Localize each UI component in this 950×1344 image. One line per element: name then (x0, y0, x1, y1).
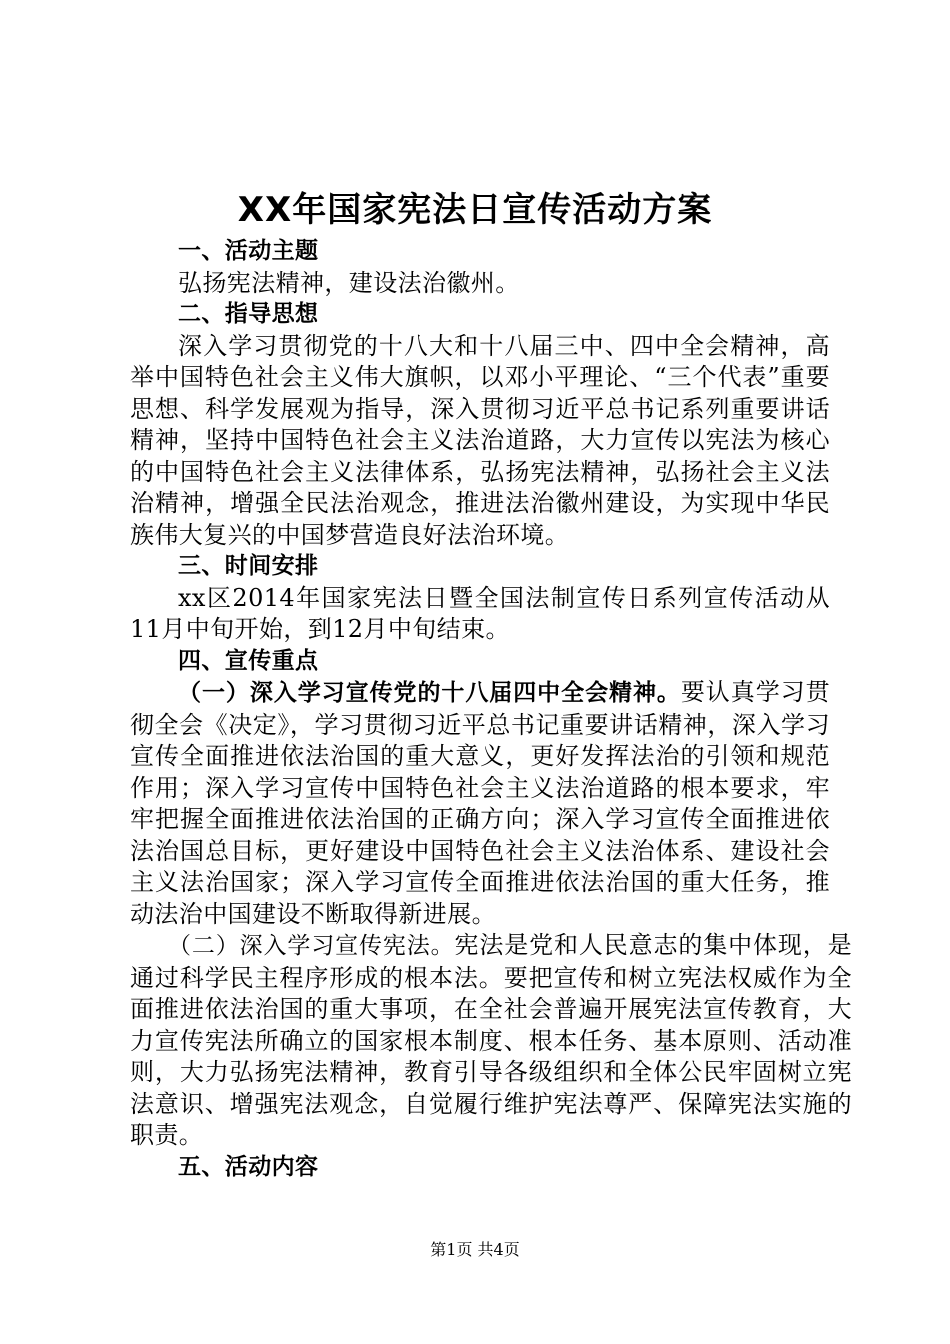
focus-paragraph-2-body: 宪法是党和人民意志的集中体现，是通过科学民主程序形成的根本法。要把宣传和树立宪法权威作为全面推进依法治国的重大事项，在全社会普遍开展宪法宣传教育，大力宣传宪法所确立的国家根本制度、根本任务、基本原则、活动准则，大力弘扬宪法精神，教育引导各级组织和全体公民牢固树立宪法意识、增强宪法观念，自觉履行维护宪法尊严、保障宪法实施的职责。 (130, 931, 852, 1149)
focus-paragraph-1-body: 要认真学习贯彻全会《决定》，学习贯彻习近平总书记重要讲话精神，深入学习宣传全面推进依法治国的重大意义，更好发挥法治的引领和规范作用；深入学习宣传中国特色社会主义法治道路的根本要求，牢牢把握全面推进依法治国的正确方向；深入学习宣传全面推进依法治国总目标，更好建设中国特色社会主义法治体系、建设社会主义法治国家；深入学习宣传全面推进依法治国的重大任务，推动法治中国建设不断取得新进展。 (130, 678, 830, 928)
section-heading-theme: 一、活动主题 (178, 238, 319, 264)
section-body-guidance: 深入学习贯彻党的十八大和十八届三中、四中全会精神，高举中国特色社会主义伟大旗帜，以邓小平理论、“三个代表”重要思想、科学发展观为指导，深入贯彻习近平总书记系列重要讲话精神，坚持中国特色社会主义法治道路，大力宣传以宪法为核心的中国特色社会主义法律体系，弘扬宪法精神，弘扬社会主义法治精神，增强全民法治观念，推进法治徽州建设，为实现中华民族伟大复兴的中国梦营造良好法治环境。 (130, 331, 830, 549)
focus-paragraph-2-lead: （二）深入学习宣传宪法。 (168, 933, 455, 959)
section-body-schedule: xx区2014年国家宪法日暨全国法制宣传日系列宣传活动从11月中旬开始，到12月中旬结束。 (130, 583, 830, 643)
section-heading-guidance: 二、指导思想 (178, 301, 319, 327)
focus-paragraph-2 (130, 930, 852, 1152)
page-footer: 第1页 共4页 (430, 1240, 520, 1259)
section-heading-activities: 五、活动内容 (178, 1153, 319, 1180)
section-body-theme: 弘扬宪法精神，建设法治徽州。 (178, 268, 520, 297)
document-body (130, 236, 852, 1183)
section-heading-focus: 四、宣传重点 (178, 647, 319, 674)
focus-paragraph-1 (130, 677, 830, 930)
section-heading-schedule: 三、时间安排 (178, 553, 319, 579)
focus-paragraph-1-lead: （一）深入学习宣传党的十八届四中全会精神。 (178, 680, 681, 706)
document-title: XX年国家宪法日宣传活动方案 (237, 190, 713, 230)
